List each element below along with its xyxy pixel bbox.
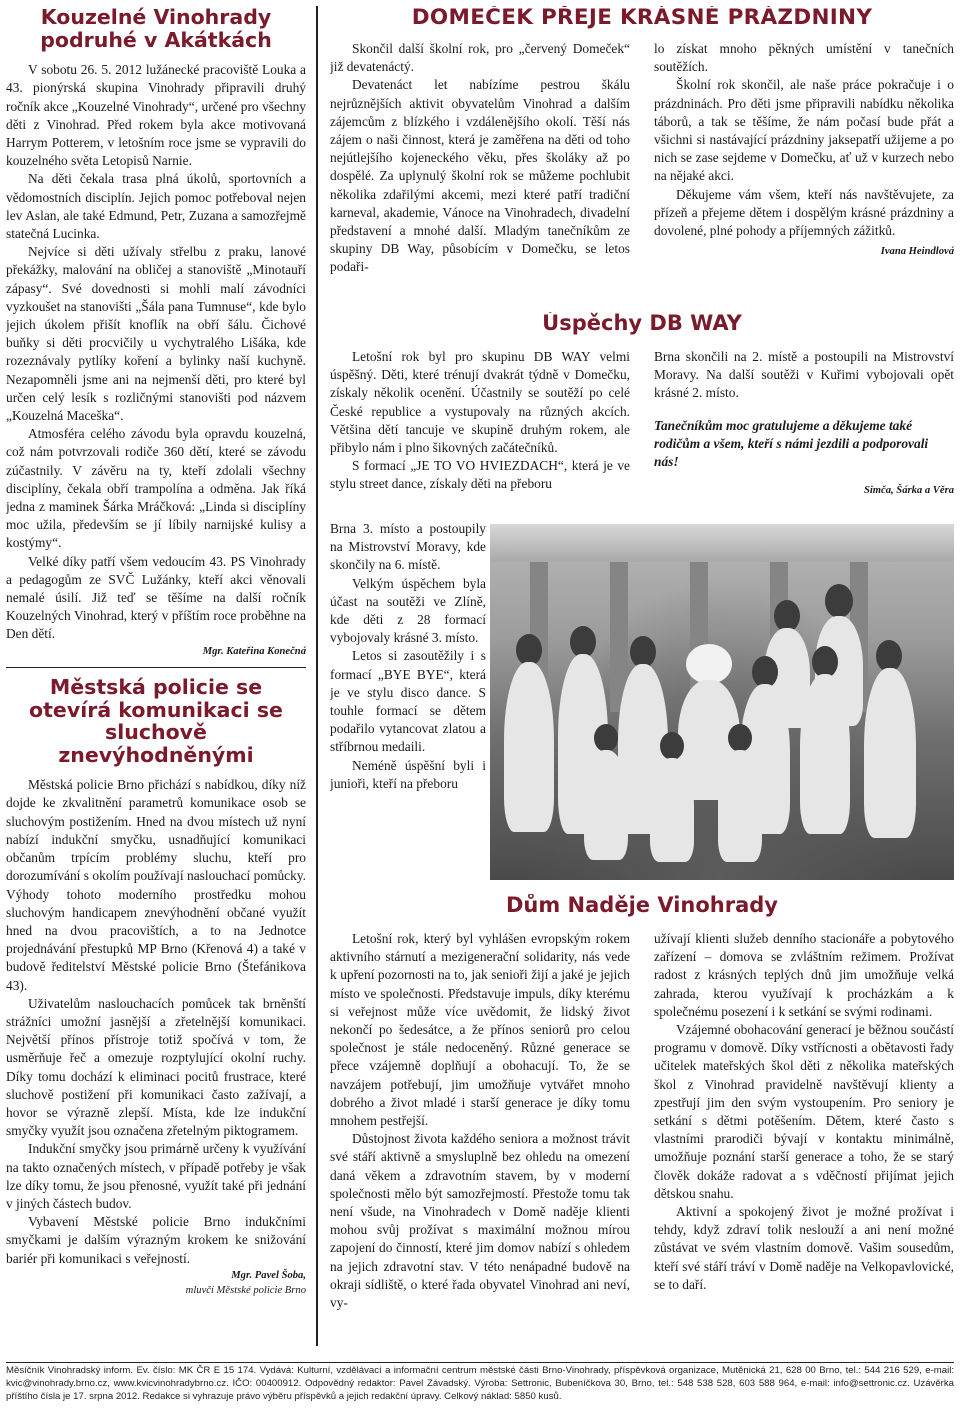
photo-detail (686, 644, 732, 684)
domecek-column-2 (654, 40, 954, 292)
paragraph: Letošní rok byl pro skupinu DB WAY velmi úspěšný. Děti, které trénují dvakrát týdně v Domečku, získaly několik ocenění. Účastnily se soutěží po celé České republice a vystupovaly na různých akcích. Většina dětí tancuje ve skupině druhým rokem, ale přibylo nám i plno šikovných začátečníků. (330, 349, 630, 456)
column-divider (316, 6, 318, 1346)
paragraph: Na děti čekala trasa plná úkolů, sportovních a vědomostních disciplín. Jejich pomoc potřeboval nejen lev Aslan, ale také Edmund, Petr, Zuzana a samozřejmě statečná Lucinka. (6, 171, 306, 241)
article-title-dbway: Úspěchy DB WAY (542, 312, 742, 335)
paragraph: Vzájemné obohacování generací je běžnou součástí programu v domově. Díky vstřícnosti a obětavosti řady učitelek mateřských škol děti z několika mateřských škol z Vinohrad pravidelně navštěvují klienty a zpestřují jim den svým vystoupením. Pro seniory je setkání s dětmi potěšením. Dětem, které často s vlastními prarodiči bývají v kontaktu minimálně, umožňuje poznání starší generace a toho, že se starý člověk dokáže radovat a s vděčností přijímat jejich dětskou snahu. (654, 1022, 954, 1201)
article-title-dum-nadeje: Dům Naděje Vinohrady (505, 894, 778, 917)
paragraph: Letošní rok, který byl vyhlášen evropským rokem aktivního stárnutí a mezigenerační solidarity, nás vede k upření pozornosti na to, jak senioři žijí a jaké je jejich místo ve společnosti. Představuje impuls, díky kterému si veřejnost může více uvědomit, že lidský život nekončí po šedesátce, a že přínos seniorů pro celou společnost je stále nedoceněný. Různé generace se přece vzájemně doplňují a obohacují. To, že se navzájem potřebují, jim umožňuje vytvářet mnoho dobrého a život mladé i starší generace je díky tomu mnohem pestřejší. (330, 931, 630, 1129)
paragraph: Letos si zasoutěžily i s formací „BYE BYE“, která je ve stylu disco dance. S touhle formací se dětem podařilo vytancovat zlatou a stříbrnou medaili. (330, 648, 486, 755)
divider (6, 667, 306, 669)
photo-detail (504, 662, 554, 832)
article-signature-role: mluvčí Městské policie Brno (185, 1284, 306, 1296)
paragraph: Nejvíce si děti užívaly střelbu z praku, lanové překážky, malování na obličej a stanoviště „Minotauří zápasy“. Své dovednosti si mohli malí závodníci vyzkoušet na stanovišti „Šála pana Tumnuse“, kde bylo jejich úkolem přišít knoflík na obří šálu. Čichové buňky si děti procvičily u vychytralého Lišáka, kde rozeznávaly pytlíky koření a bylinky naší kuchyně. Nezapomněli jsme ani na nejmenší děti, pro které byl určen celý lesík s rozličnými stanovišti pod názvem „Kouzelná Maceška“. (6, 244, 306, 423)
article-title-mestska-policie: Městská policie se otevírá komunikaci se sluchově znevýhodněnými (29, 675, 283, 767)
group-photo (490, 524, 954, 880)
paragraph: Děkujeme vám všem, kteří nás navštěvujete, za přízeň a přejeme dětem i dospělým krásné prázdniny a dovolené, plné pohody a příjemných zážitků. (654, 186, 954, 239)
photo-detail (594, 724, 618, 752)
paragraph: lo získat mnoho pěkných umístění v tanečních soutěžích. (654, 41, 954, 75)
photo-detail (718, 750, 762, 862)
article-signature: Ivana Heindlová (880, 246, 954, 258)
domecek-column-1 (330, 40, 630, 292)
article-body-kouzelne-vinohrady (6, 61, 306, 644)
dbway-column-1b (330, 520, 486, 860)
photo-detail (584, 750, 628, 860)
article-title-kouzelne-vinohrady: Kouzelné Vinohrady podruhé v Akátkách (40, 6, 272, 52)
paragraph: Důstojnost života každého seniora a možnost trávit své stáří aktivně a smysluplně bez ohledu na omezení daná věkem a zdravotním stavem, by v moderní společnosti mělo být samozřejmostí. Přestože tomu tak není všude, na Vinohradech v Domě naděje klienti mohou svůj prožívat s maximální možnou mírou zapojení do činností, které jim domov nabízí s ohledem na jejich zdravotní stav. V této nenápadné budově na okraji sídliště, o které řada obyvatel Vinohrad ani neví, vy- (330, 1131, 630, 1311)
dbway-column-2 (654, 348, 954, 524)
paragraph: užívají klienti služeb denního stacionáře a pobytového zařízení – domova se zvláštním režimem. Prožívat radost z krásných teplých dnů jim umožňuje velká zahrada, kterou využívají k procházkám a k společnému posezení i k setkání se svými rodinami. (654, 931, 954, 1019)
paragraph: Aktivní a spokojený život je možné prožívat i tehdy, když zdraví tolik neslouží a ani není možné zůstávat ve svém vlastním domově. Vašim sousedům, kteří své stáří tráví v Domě naděje na Velkopavlovické, se to daří. (654, 1204, 954, 1292)
paragraph: Velké díky patří všem vedoucím 43. PS Vinohrady a pedagogům ze SVČ Lužánky, kteří akci věnovali nemalé úsilí. Již teď se těšíme na další ročník Kouzelných Vinohrad, který v příštím roce proběhne na Den dětí. (6, 553, 306, 642)
paragraph: Brna skončili na 2. místě a postoupili na Mistrovství Moravy. Na další soutěži v Kuřimi vybojovali opět krásné 2. místo. (654, 349, 954, 401)
article-title-domecek: DOMEČEK PŘEJE KRÁSNÉ PRÁZDNINY (411, 6, 873, 30)
paragraph: Brna 3. místo a postoupily na Mistrovství Moravy, kde skončily na 6. místě. (330, 521, 486, 573)
photo-detail (660, 732, 684, 760)
paragraph: S formací „JE TO VO HVIEZDACH“, která je ve stylu street dance, získaly děti na přeboru (330, 458, 630, 492)
closing-note: Tanečníkům moc gratulujeme a děkujeme také rodičům a všem, kteří s námi jezdili a podporovali nás! (654, 417, 929, 470)
paragraph: Uživatelům naslouchacích pomůcek tak brněnští strážníci umožní jasnější a zřetelnější komunikaci. Největší přínos přístroje totiž spočívá v tom, že usměrňuje řeč a omezuje rozptylující okolní ruchy. Díky tomu dochází k eliminaci pocitů frustrace, které sluchově postižení při komunikaci často zažívají, a hovor se výrazně zlepší. Místa, kde lze indukční smyčky využít jsou označena zřetelným piktogramem. (6, 995, 306, 1139)
dbway-column-1 (330, 348, 630, 520)
paragraph: Neméně úspěšní byli i junioři, kteří na přeboru (330, 757, 486, 791)
photo-detail (800, 674, 850, 834)
paragraph: Školní rok skončil, ale naše práce pokračuje i o prázdninách. Pro děti jsme připravili nabídku několika táborů, a tak se těšíme, že nám počasí bude přát a všichni si nastávající prázdniny jaksepatří užijeme a po nich se zase sejdeme v Domečku, ať už v kurzech nebo na nějaké akci. (654, 77, 954, 184)
photo-detail (825, 584, 853, 618)
nadeje-column-1 (330, 930, 630, 1346)
paragraph: Městská policie Brno přichází s nabídkou, díky níž dojde ke zkvalitnění parametrů komunikace osob se sluchovým postižením. Hned na dvou místech už nyní nabízí indukční smyčku, usnadňující komunikaci občanům trpícím problémy sluchu, kteří pro dorozumívání s okolím používají naslouchací pomůcky. Výhody tohoto moderního prostředku mohou sluchovým handicapem znevýhodnění občané využít hned na dvou pracovištích, a to na Jednotce projednávání přestupků MP Brno (Křenová 4) a také v budově ředitelství Městské policie Brno (Štefánikova 43). (6, 777, 306, 993)
photo-detail (728, 724, 752, 752)
article-signature: Mgr. Kateřina Konečná (202, 645, 306, 657)
photo-detail (864, 668, 916, 838)
nadeje-header (330, 894, 954, 924)
paragraph: Devatenáct let nabízíme pestrou škálu nejrůznějších aktivit obyvatelům Vinohrad a dalším zájemcům z blízkého i vzdálenějšího okolí. Těší nás zájem o naši činnost, která je zaměřena na děti od toho nejútlejšího kojeneckého věku, přes školáky až po dospělé. Za uplynulý školní rok se můžeme pochlubit několika zdařilými akcemi, mezi které patří tradiční karneval, akademie, Vánoce na Vinohradech, divadelní představení a mnohé další. Mladým tanečníkům ze skupiny DB Way, působícím v Domečku, se letos podaři- (330, 77, 630, 275)
paragraph: Velkým úspěchem byla účast na soutěži ve Zlíně, kde děti z 28 formací vybojovaly krásné 3. místo. (330, 575, 486, 646)
imprint-footer: Měsíčník Vinohradský inform. Ev. číslo: MK ČR E 15 174. Vydává: Kulturní, vzdělávací a informační centrum městské části Brno-Vinohrady, příspěvková organizace, Mutěnická 21, 628 00 Brno, tel.: 544 216 529, e-mail: kvic@vinohrady.brno.cz, www.kvicvinohradybrno.cz. IČO: 00400912. Odpovědný redaktor: Pavel Závadský. Výroba: Settronic, Bubeníčkova 30, Brno, tel.: 548 538 528, 603 588 964, e-mail: info@settronic.cz. Uzávěrka příštího čísla je 17. srpna 2012. Redakce si vyhrazuje právo výběru příspěvků a jejich redakční úpravy. Celkový náklad: 5850 kusů. (6, 1362, 954, 1403)
paragraph: V sobotu 26. 5. 2012 lužánecké pracoviště Louka a 43. pionýrská skupina Vinohrady připravili druhý ročník akce „Kouzelné Vinohrady“, určené pro všechny děti z Vinohrad. Před rokem byla akce motivovaná Harrym Potterem, v letošním roce jsme se vypravili do kouzelného světa Letopisů Narnie. (6, 62, 306, 169)
paragraph: Vybavení Městské policie Brno indukčními smyčkami je dalším výrazným krokem ke snižování bariér při komunikaci s veřejností. (6, 1214, 306, 1266)
left-column (6, 6, 306, 1346)
dbway-header (330, 312, 954, 342)
paragraph: Skončil další školní rok, pro „červený Domeček“ již devatenáctý. (330, 41, 630, 75)
photo-detail (650, 758, 694, 862)
article-body-mestska-policie (6, 776, 306, 1267)
paragraph: Atmosféra celého závodu byla opravdu kouzelná, což nám potvrzovali rodiče 360 dětí, které se závodu zúčastnily. V závěru na ty, kteří zdolali všechny disciplíny, čekala obří trampolína a odměna. Jak říká jedna z maminek Šárka Mráčková: „Linda si disciplíny moc užila, především se jí líbily narnijské kulisy a kostýmy“. (6, 426, 306, 551)
nadeje-column-2 (654, 930, 954, 1346)
article-signature: Simča, Šárka a Věra (863, 485, 954, 497)
paragraph: Indukční smyčky jsou primárně určeny k využívání na takto označených místech, v případě potřeby je však lze díky tomu, že jsou přenosné, využít také při jednání v jiných částech budov. (6, 1141, 306, 1211)
article-signature: Mgr. Pavel Šoba, (231, 1269, 306, 1281)
photo-roof (490, 524, 954, 562)
